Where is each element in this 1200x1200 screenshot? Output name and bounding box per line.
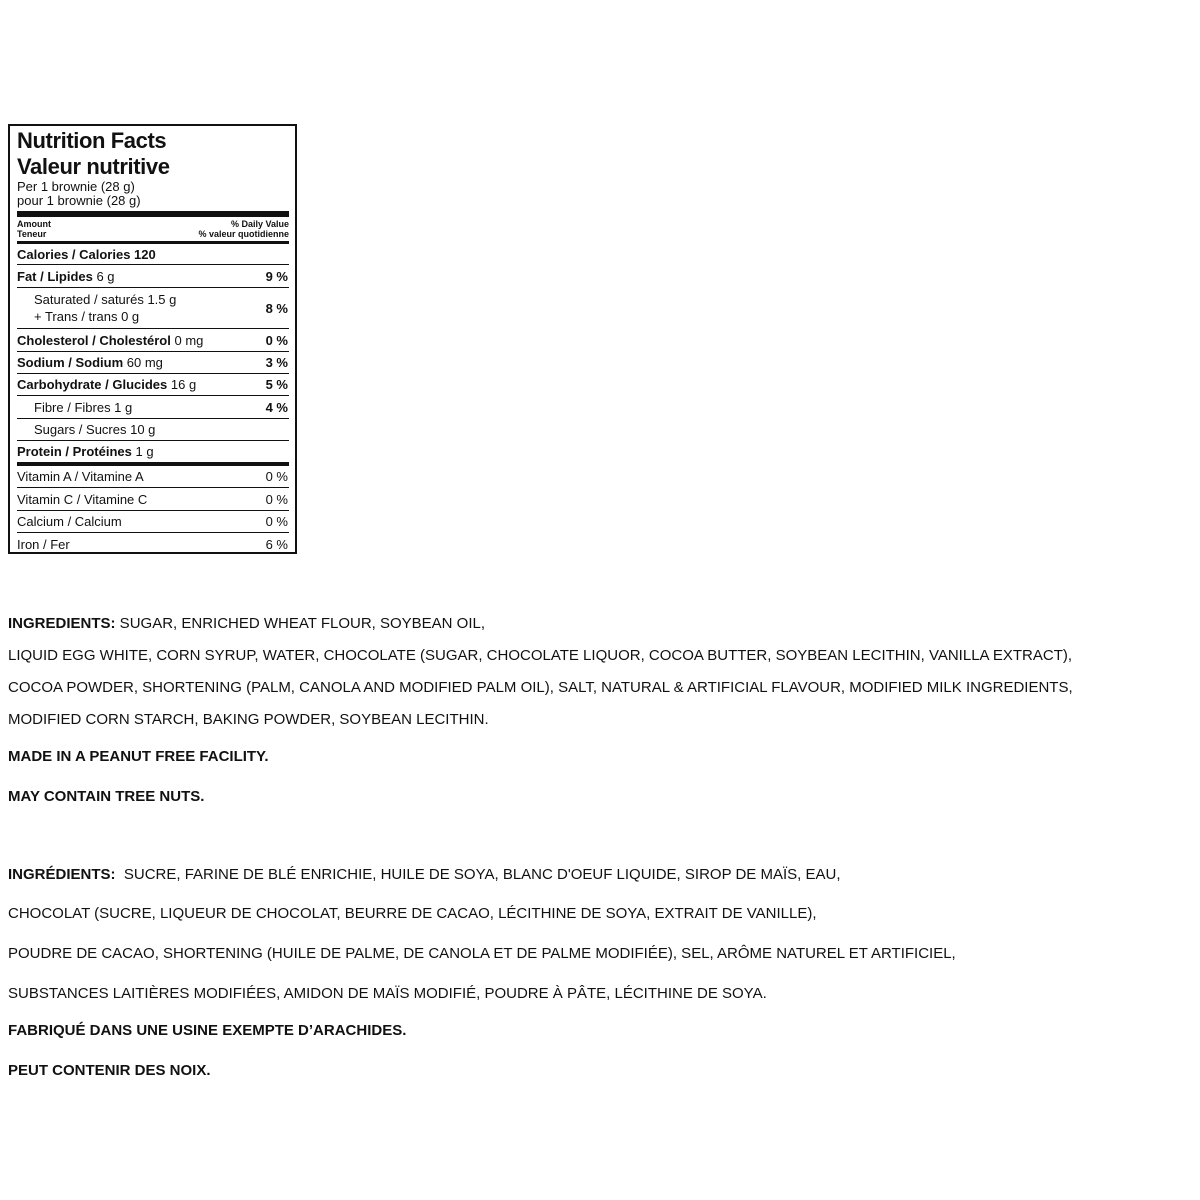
nuts-warning-fr: PEUT CONTENIR DES NOIX. — [8, 1062, 211, 1079]
sugars-text: Sugars / Sucres 10 g — [34, 422, 156, 437]
fat-amount: 6 g — [92, 268, 115, 284]
calcium-percent: 0 % — [265, 514, 288, 529]
iron-text: Iron / Fer — [17, 536, 70, 552]
serving-size-fr: pour 1 brownie (28 g) — [17, 193, 141, 208]
column-header — [17, 217, 289, 241]
peanut-free-statement-fr: FABRIQUÉ DANS UNE USINE EXEMPTE D’ARACHIDES. — [8, 1022, 407, 1039]
fibre-row — [17, 396, 289, 419]
ingredients-en-text-1: SUGAR, ENRICHED WHEAT FLOUR, SOYBEAN OIL, — [115, 615, 486, 632]
carbohydrate-amount: 16 g — [167, 377, 197, 392]
fat-percent: 9 % — [265, 268, 288, 284]
daily-value-label-fr: % valeur quotidienne — [198, 229, 289, 239]
calories-row — [17, 244, 289, 265]
fat-label: Fat / Lipides — [17, 268, 93, 284]
carbohydrate-label: Carbohydrate / Glucides — [17, 377, 168, 392]
sugars-row — [17, 419, 289, 441]
ingredients-fr-line-3: POUDRE DE CACAO, SHORTENING (HUILE DE PALME, DE CANOLA ET DE PALME MODIFIÉE), SEL, ARÔME NATUREL ET ARTIFICIEL, — [8, 945, 956, 962]
nutrition-facts-table — [8, 124, 297, 554]
saturated-text: Saturated / saturés 1.5 g — [34, 292, 177, 307]
sodium-label: Sodium / Sodium — [17, 355, 124, 370]
amount-label-fr: Teneur — [17, 229, 47, 239]
ingredients-en-line-3: COCOA POWDER, SHORTENING (PALM, CANOLA AND MODIFIED PALM OIL), SALT, NATURAL & ARTIFICIAL FLAVOUR, MODIFIED MILK INGREDIENTS, — [8, 679, 1073, 696]
daily-value-label-en: % Daily Value — [230, 219, 289, 229]
trans-text: + Trans / trans 0 g — [34, 309, 140, 324]
ingredients-en-label: INGREDIENTS: — [8, 615, 116, 632]
calories-text: Calories / Calories 120 — [17, 246, 156, 262]
ingredients-fr-label: INGRÉDIENTS: — [8, 866, 116, 883]
fat-row — [17, 265, 289, 288]
iron-row — [17, 533, 289, 555]
vitamin-c-percent: 0 % — [265, 491, 288, 507]
iron-percent: 6 % — [265, 536, 288, 552]
saturated-trans-row — [17, 288, 289, 329]
protein-label: Protein / Protéines — [17, 444, 132, 459]
vitamin-c-text: Vitamin C / Vitamine C — [17, 491, 148, 507]
ingredients-fr-line-4: SUBSTANCES LAITIÈRES MODIFIÉES, AMIDON DE MAÏS MODIFIÉ, POUDRE À PÂTE, LÉCITHINE DE SOYA. — [8, 985, 767, 1002]
vitamin-c-row — [17, 488, 289, 511]
vitamin-a-row — [17, 466, 289, 488]
cholesterol-amount: 0 mg — [170, 332, 204, 348]
protein-amount: 1 g — [131, 444, 154, 459]
fibre-percent: 4 % — [265, 399, 288, 415]
calcium-text: Calcium / Calcium — [17, 514, 122, 529]
vitamin-a-text: Vitamin A / Vitamine A — [17, 469, 144, 484]
sodium-row — [17, 352, 289, 374]
ingredients-en-line-1 — [8, 615, 485, 633]
fibre-text: Fibre / Fibres 1 g — [34, 399, 133, 415]
nutrition-title-en: Nutrition Facts — [17, 128, 167, 153]
sodium-percent: 3 % — [265, 355, 288, 370]
carbohydrate-row — [17, 374, 289, 396]
ingredients-en-line-2: LIQUID EGG WHITE, CORN SYRUP, WATER, CHOCOLATE (SUGAR, CHOCOLATE LIQUOR, COCOA BUTTER, SOYBEAN LECITHIN, VANILLA EXTRACT), — [8, 647, 1073, 664]
serving-size-en: Per 1 brownie (28 g) — [17, 179, 135, 194]
ingredients-en-line-4: MODIFIED CORN STARCH, BAKING POWDER, SOYBEAN LECITHIN. — [8, 711, 489, 728]
protein-row — [17, 441, 289, 462]
ingredients-fr-text-1: SUCRE, FARINE DE BLÉ ENRICHIE, HUILE DE SOYA, BLANC D'OEUF LIQUIDE, SIROP DE MAÏS, EAU, — [115, 866, 841, 883]
nutrition-title-fr: Valeur nutritive — [17, 154, 170, 179]
peanut-free-statement-en: MADE IN A PEANUT FREE FACILITY. — [8, 748, 269, 765]
amount-label-en: Amount — [17, 219, 51, 229]
tree-nuts-warning-en: MAY CONTAIN TREE NUTS. — [8, 788, 205, 805]
calcium-row — [17, 511, 289, 533]
cholesterol-label: Cholesterol / Cholestérol — [17, 332, 171, 348]
carbohydrate-percent: 5 % — [265, 377, 288, 392]
saturated-trans-percent: 8 % — [265, 300, 288, 316]
sodium-amount: 60 mg — [123, 355, 163, 370]
vitamin-a-percent: 0 % — [265, 469, 288, 484]
ingredients-fr-line-2: CHOCOLAT (SUCRE, LIQUEUR DE CHOCOLAT, BEURRE DE CACAO, LÉCITHINE DE SOYA, EXTRAIT DE VANILLE), — [8, 905, 817, 922]
ingredients-fr-line-1 — [8, 866, 841, 884]
cholesterol-row — [17, 329, 289, 352]
cholesterol-percent: 0 % — [265, 332, 288, 348]
